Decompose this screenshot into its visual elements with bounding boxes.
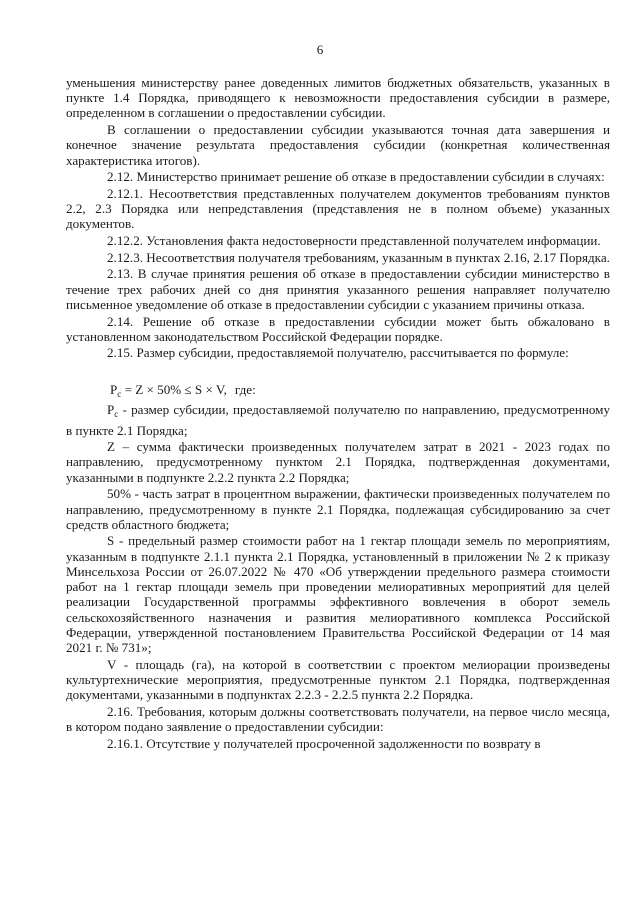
- paragraph-agreement-dates: В соглашении о предоставлении субсидии указываются точная дата завершения и конечное значение результата предоставления субсидии (конкретная количественная характеристика итогов).: [66, 122, 610, 168]
- paragraph-2-15: 2.15. Размер субсидии, предоставляемой получателю, рассчитывается по формуле:: [107, 345, 569, 361]
- paragraph-2-12-1: 2.12.1. Несоответствия представленных получателем документов требованиям пунктов 2.2, 2.3 Порядка или непредставления (представления не в полном объеме) указанных документов.: [66, 185, 610, 232]
- formula-expression: = Z × 50% ≤ S × V,: [121, 382, 227, 398]
- paragraph-2-16-1: 2.16.1. Отсутствие у получателей просроченной задолженности по возврату в: [107, 735, 541, 751]
- formula-symbol: P: [110, 382, 118, 398]
- paragraph-2-14: 2.14. Решение об отказе в предоставлении субсидии может быть обжаловано в установленном законодательством Российской Федерации порядке.: [66, 313, 610, 344]
- definition-pc-symbol: P: [107, 402, 115, 418]
- definition-s: S - предельный размер стоимости работ на 1 гектар площади земель по мероприятиям, указанным в подпункте 2.1.1 пункта 2.1 Порядка, установленный в приложении № 2 к приказу Минсельхоза России от 26.07.2022 № 470 «Об утверждении предельного размера стоимости работ на 1 гектар площади земель при проведении мелиоративных мероприятий для целей реализации Государственной программы эффективного вовлечения в оборот земель сельскохозяйственного назначения и развития мелиоративного комплекса Российской Федерации, утвержденной постановлением Правительства Российской Федерации от 14 мая 2021 г. № 731»;: [66, 533, 610, 655]
- page-number: 6: [316, 42, 324, 57]
- paragraph-2-12-2: 2.12.2. Установления факта недостоверности представленной получателем информации.: [107, 233, 601, 249]
- document-body: [66, 75, 610, 752]
- paragraph-2-12-3: 2.12.3. Несоответствия получателя требованиям, указанным в пунктах 2.16, 2.17 Порядка.: [107, 249, 610, 265]
- definition-pc-text: - размер субсидии, предоставляемой получателю по направлению, предусмотренному в пункте 2.1 Порядка;: [66, 402, 610, 438]
- definition-z: Z – сумма фактически произведенных получателем затрат в 2021 - 2023 годах по направлению, предусмотренному пунктом 2.1 Порядка, подтвержденная документами, указанными в подпункте 2.2.2 пункта 2.2 Порядка;: [66, 439, 610, 485]
- paragraph-continuation: уменьшения министерству ранее доведенных лимитов бюджетных обязательств, указанных в пункте 1.4 Порядка, приводящего к невозможности предоставления субсидии в размере, определенном в соглашении о предоставлении субсидии.: [66, 75, 610, 121]
- definition-pc-subscript: c: [114, 409, 119, 420]
- formula-subscript: c: [117, 389, 122, 400]
- formula-where: где:: [234, 382, 256, 398]
- paragraph-2-13: 2.13. В случае принятия решения об отказе в предоставлении субсидии министерство в течение трех рабочих дней со дня принятия указанного решения направляет получателю письменное уведомление об отказе в предоставлении субсидии с указанием причины отказа.: [66, 266, 610, 312]
- definition-pc: [66, 402, 610, 437]
- paragraph-2-12: 2.12. Министерство принимает решение об отказе в предоставлении субсидии в случаях:: [107, 169, 605, 185]
- definition-v: V - площадь (га), на которой в соответствии с проектом мелиорации произведены культуртехнические мероприятия, предусмотренные пунктом 2.1 Порядка, подтвержденная документами, указанными в подпунктах 2.2.3 - 2.2.5 пункта 2.2 Порядка.: [66, 656, 610, 703]
- definition-50-percent: 50% - часть затрат в процентном выражении, фактически произведенных получателем по направлению, предусмотренному в пункте 2.1 Порядка, подлежащая субсидированию за счет средств областного бюджета;: [66, 486, 610, 532]
- paragraph-2-16: 2.16. Требования, которым должны соответствовать получатели, на первое число месяца, в котором подано заявление о предоставлении субсидии:: [66, 703, 610, 734]
- formula-spacer: [66, 362, 610, 376]
- subsidy-formula: [66, 382, 610, 402]
